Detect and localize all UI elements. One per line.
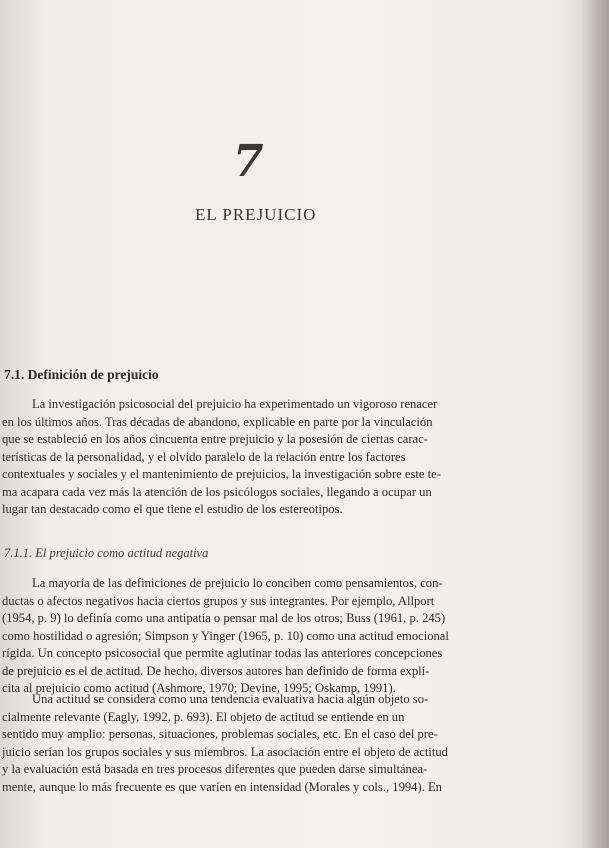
- text-line: contextuales y sociales y el mantenimiento de prejuicios, la investigación sobre este te-: [2, 467, 441, 481]
- text-line: de prejuicio es el de actitud. De hecho, diversos autores han definido de forma explí-: [2, 663, 430, 678]
- text-line: lugar tan destacado como el que tiene el estudio de los estereotipos.: [2, 502, 343, 516]
- chapter-title: EL PREJUICIO: [195, 205, 317, 224]
- text-line: cialmente relevante (Eagly, 1992, p. 693). El objeto de actitud se entiende en un: [2, 709, 405, 724]
- text-line: juicio serían los grupos sociales y sus miembros. La asociación entre el objeto de actitud: [2, 744, 448, 759]
- text-line: Una actitud se considera como una tendencia evaluativa hacia algún objeto so-: [32, 692, 429, 706]
- text-line: mente, aunque lo más frecuente es que varíen en intensidad (Morales y cols., 1994). En: [2, 779, 442, 794]
- text-line: y la evaluación está basada en tres procesos diferentes que pueden darse simultánea-: [2, 762, 428, 776]
- text-line: La mayoría de las definiciones de prejuicio lo conciben como pensamientos, con-: [32, 576, 443, 590]
- text-line: como hostilidad o agresión; Simpson y Yinger (1965, p. 10) como una actitud emocional: [2, 628, 449, 643]
- subsection-paragraph-2: [2, 691, 502, 796]
- chapter-number: 7: [233, 136, 264, 187]
- text-line: ma acapara cada vez más la atención de los psicólogos sociales, llegando a ocupar un: [2, 484, 432, 499]
- page-edge-shadow: [581, 0, 609, 848]
- text-line: rígida. Un concepto psicosocial que permite aglutinar todas las anteriores concepciones: [2, 646, 443, 660]
- subsection-paragraph-1: [2, 575, 502, 698]
- section-paragraph: [2, 396, 502, 519]
- section-heading: 7.1. Definición de prejuicio: [4, 367, 159, 382]
- text-line: en los últimos años. Tras décadas de abandono, explicable en parte por la vinculación: [2, 414, 433, 429]
- text-line: cita al prejuicio como actitud (Ashmore, 1970; Devine, 1995; Oskamp, 1991).: [2, 681, 396, 695]
- text-line: sentido muy amplio: personas, situaciones, problemas sociales, etc. En el caso del pre-: [2, 727, 438, 741]
- text-line: que se estableció en los años cincuenta entre prejuicio y la posesión de ciertas carac-: [2, 432, 428, 446]
- text-line: La investigación psicosocial del prejuicio ha experimentado un vigoroso renacer: [32, 397, 438, 411]
- subsection-heading: 7.1.1. El prejuicio como actitud negativa: [4, 546, 209, 560]
- text-line: ductas o afectos negativos hacia ciertos grupos y sus integrantes. Por ejemplo, Allport: [2, 593, 435, 608]
- text-line: terísticas de la personalidad, y el olvido paralelo de la relación entre los factores: [2, 449, 406, 464]
- text-line: (1954, p. 9) lo definía como una antipatía o pensar mal de los otros; Buss (1961, p. 245): [2, 611, 446, 625]
